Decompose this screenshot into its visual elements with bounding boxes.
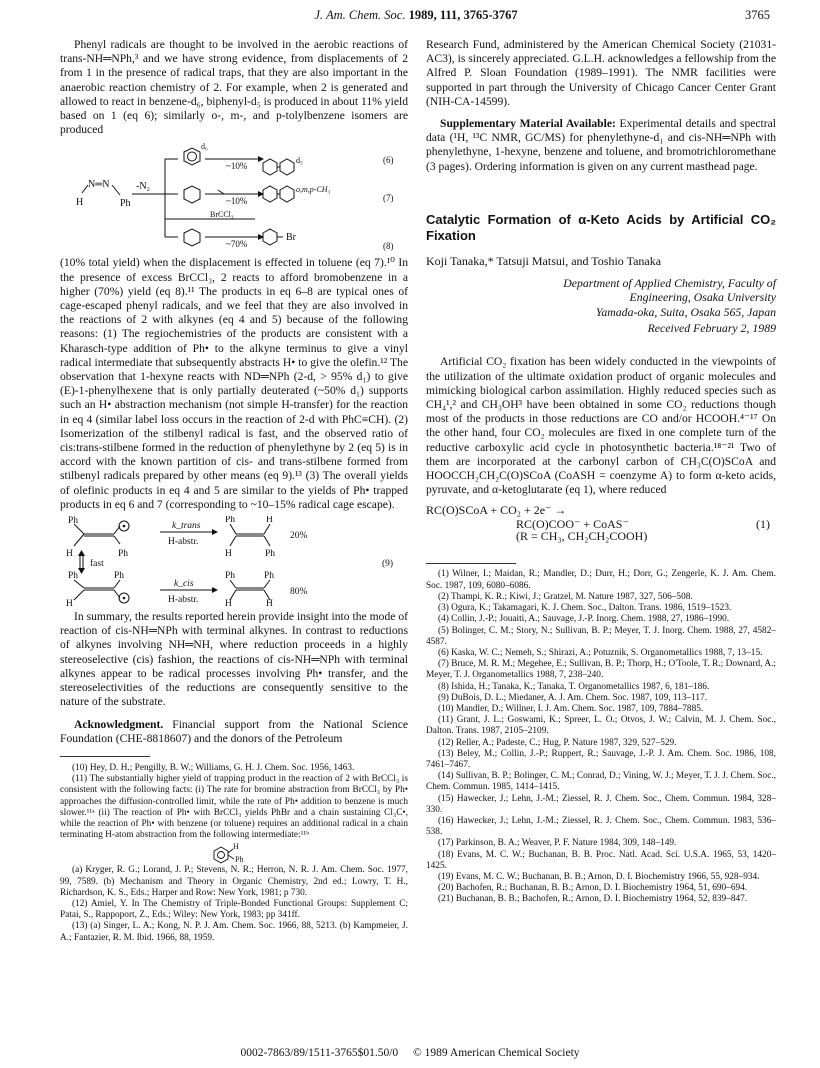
paragraph: Phenyl radicals are thought to be involved in the aerobic reactions of trans-NH═NPh,³ and we have strong evidence, from displacements of 2 from 1 in the presence of radical traps, that they are also important in the anaerobic reaction chemistry of 2. For example, when 2 is generated and allowed to react in benzene-d₆, biphenyl-d₅ is produced in about 11% yield based on 1 (eq 6); similarly o-, m-, and p-tolylbenzene isomers are produced [60, 38, 408, 137]
acknowledgment-text: Financial support from the National Science Foundation (CHE-8818607) and the donors of the Petroleum [60, 717, 408, 745]
scheme-eq6-8 [60, 139, 408, 256]
reference: (12) Reller, A.; Padeste, C.; Hug, P. Nature 1987, 329, 527–529. [438, 737, 677, 748]
acknowledgment [60, 718, 408, 746]
h-label: H [66, 599, 73, 607]
reference: (15) Hawecker, J.; Lehn, J.-M.; Ziessel, R. J. Chem. Soc., Chem. Commun. 1984, 328–330. [426, 793, 776, 815]
equation-line: RC(O)SCoA + CO₂ + 2e⁻ → [426, 503, 567, 518]
reference: (5) Bolinger, C. M.; Story, N.; Sullivan, B. P.; Meyer, T. J. Inorg. Chem. 1988, 27, 4582–4587. [426, 625, 776, 647]
h-label: H [266, 516, 273, 526]
supplementary-material [426, 117, 776, 174]
eq6-number: (6) [383, 155, 394, 166]
page-footer [0, 1047, 820, 1059]
br-label: Br [286, 232, 296, 244]
ph-label: Ph [118, 549, 129, 560]
page-number: 3765 [745, 8, 770, 22]
footnote: (12) Amiel, Y. In The Chemistry of Triple-Bonded Functional Groups: Supplement C; Patai, S., Rappoport, Z., Eds.; Wiley: New York, 1983; pp 341ff. [60, 898, 408, 921]
h-label: H [76, 197, 84, 209]
ph-label: Ph [264, 571, 275, 582]
affiliation-line: Engineering, Osaka University [629, 290, 776, 305]
paragraph: In summary, the results reported herein provide insight into the mode of reaction of cis-NH═NPh with terminal alkynes. In contrast to reductions of alkynes involving NH═NH, where reduction proceeds in a highly stereoselective (cis) fashion, the reactions of cis-NH═NPh with terminal alkynes appear to be radical processes involving Ph• transfer, and the stereoselectivities of the reductions are consequently sensitive to the nature of the substrate. [60, 610, 408, 709]
footnote: (13) (a) Singer, L. A.; Kong, N. P. J. Am. Chem. Soc. 1966, 88, 5213. (b) Kampmeier, J. A.; Fantazier, R. M. Ibid. 1966, 88, 1959. [60, 921, 408, 943]
fast-label: fast [90, 559, 104, 570]
running-head [62, 8, 770, 23]
h-label: H [66, 549, 73, 560]
minus-n2-label: -N₂ [136, 181, 151, 193]
authors: Koji Tanaka,* Tatsuji Matsui, and Toshio Tanaka [426, 253, 662, 268]
eq9-number: (9) [382, 559, 394, 570]
yield-eq6: ~10% [226, 161, 248, 172]
ph-label: Ph [225, 516, 236, 526]
ph-label: Ph [68, 516, 79, 527]
reference: (10) Mandler, D.; Willner, I. J. Am. Chem. Soc. 1987, 109, 7884–7885. [438, 703, 704, 714]
copyright: © 1989 American Chemical Society [413, 1047, 580, 1059]
paragraph: (10% total yield) when the displacement is effected in toluene (eq 7).¹⁰ In the presence of excess BrCCl₃, 2 reacts to afford bromobenzene in a higher (70%) yield (eq 8).¹¹ The products in eq 6–8 are typical ones of cage-escaped phenyl radicals, and we feel that they are also involved in the reactions of 2 with alkynes (eq 4 and 5) because of the following reasons: (1) The regiochemistries of the products are consistent with a Kharasch-type addition of Ph• to the alkyne terminus to give a vinyl radical intermediate that subsequently abstracts H• to give the olefin.¹² The observation that 1-hexyne reacts with ND═NPh (2-d, > 95% d₁) to give (E)-1-phenylhexene that is only partially deuterated (~50% d₁) supports such an H• abstraction mechanism (not simple H-transfer) for the reaction in eq 4 (similar label loss occurs in the reaction of 2-d with PhC≡CH). (2) Isomerization of the stilbenyl radical is fast, and the observed ratio of cis:trans-stilbene formed in the reduction of phenylethyne by 2 (eq 5) is in accord with the known partition of cis- and trans-stilbene formed from stilbenyl radicals prepared by other means (eq 9).¹³ (3) The overall yields of olefinic products in eq 4 and 5 are similar to the yields of Ph• trapped products in eq 6 and 7 (corresponding to ~10–15% radical cage escape). [60, 256, 408, 511]
footnote: (10) Hey, D. H.; Pengilly, B. W.; Williams, G. H. J. Chem. Soc. 1956, 1463. [72, 762, 355, 773]
reference: (14) Sullivan, B. P.; Bolinger, C. M.; Conrad, D.; Vining, W. J.; Meyer, T. J. J. Chem. Soc., Chem. Commun. 1985, 1414–1415. [426, 771, 776, 793]
supplementary-heading: Supplementary Material Available: [440, 117, 616, 131]
equation-line [516, 517, 647, 542]
left-column [60, 38, 408, 944]
h-label: H [225, 599, 232, 607]
footnote: (11) The substantially higher yield of trapping product in the reaction of 2 with BrCCl₃ is consistent with the following facts: (i) The rate for bromine abstraction from BrCCl₃ by Ph• approaches the diffusion-controlled limit, while the rate of Ph• addition to benzene is much slower.¹¹ᵃ (ii) The reaction of Ph• with BrCCl₃ yields PhBr and a chain sustaining Cl₃C•, while the reaction of Ph• with benzene (or toluene) requires an additional radical in a chain terminating H-atom abstraction from the following intermediate:¹¹ᵇ [60, 774, 408, 841]
yield-cis: 80% [290, 587, 308, 598]
d6-label: d₆ [201, 142, 208, 152]
acknowledgment-heading: Acknowledgment. [74, 717, 164, 731]
reference: (17) Parkinson, B. A.; Weaver, P. F. Nature 1984, 309, 148–149. [438, 838, 677, 849]
ktrans-label: k_trans [172, 521, 201, 532]
intermediate-structure [60, 841, 408, 865]
scheme-eq9-drawing [60, 516, 408, 606]
affiliation [426, 276, 776, 319]
reference: (20) Bachofen, R.; Buchanan, B. B.; Arnon, D. I. Biochemistry 1964, 51, 690–694. [438, 883, 748, 894]
h-label: H [225, 549, 232, 560]
h-label: H [233, 842, 239, 852]
reference: (18) Evans, M. C. W.; Buchanan, B. B. Proc. Natl. Acad. Sci. U.S.A. 1965, 53, 1420–1425. [426, 849, 776, 871]
ph-label: Ph [114, 571, 125, 582]
article-code: 0002-7863/89/1511-3765$01.50/0 [240, 1047, 399, 1059]
habstr-label: H-abstr. [168, 537, 199, 548]
supplementary-text: Experimental details and spectral data (¹H, ¹³C NMR, GC/MS) for phenylethyne-d₁ and cis-NH═NPh with phenylethyne, 1-hexyne, benzene and toluene, and bromotrichloromethane (3 pages). Ordering information is given on any current masthead page. [426, 117, 776, 173]
citation: 1989, 111, 3765-3767 [408, 8, 518, 22]
footnote-divider [426, 563, 516, 564]
equation-1 [426, 503, 776, 543]
reactant-label: N═N [88, 179, 110, 191]
affiliation-line: Department of Applied Chemistry, Faculty of [563, 276, 776, 291]
references-right [426, 569, 776, 905]
ph-label: Ph [120, 198, 131, 210]
d5-label: d₅ [296, 156, 303, 166]
reference: (13) Beley, M.; Collin, J.-P.; Ruppert, R.; Sauvage, J.-P. J. Am. Chem. Soc. 1986, 108, 7461–7467. [426, 748, 776, 770]
received-date: Received February 2, 1989 [647, 321, 776, 336]
footnote: (a) Kryger, R. G.; Lorand, J. P.; Stevens, N. R.; Herron, N. R. J. Am. Chem. Soc. 1977, 99, 7589. (b) Mechanism and Theory in Organic Chemistry, 2nd ed.; Lowry, T. H., Richardson, K. S., Eds.; Harper and Row: New York, 1981; p 730. [60, 865, 408, 898]
reference: (1) Wilner, I.; Maidan, R.; Mandler, D.; Durr, H.; Dorr, G.; Zengerle, K. J. Am. Chem. Soc. 1987, 109, 6080–6086. [426, 569, 776, 591]
page-header [62, 8, 770, 28]
yield-eq7: ~10% [226, 196, 248, 207]
equation-condition: (R = CH₃, CH₂CH₂COOH) [516, 528, 648, 543]
affiliation-line: Yamada-oka, Suita, Osaka 565, Japan [595, 304, 776, 319]
footnotes-left [60, 763, 408, 944]
kcis-label: k_cis [174, 579, 194, 590]
right-column [426, 38, 776, 906]
yield-eq8: ~70% [226, 239, 248, 250]
eq8-number: (8) [383, 241, 394, 252]
reference: (8) Ishida, H.; Tanaka, K.; Tanaka, T. Organometallics 1987, 6, 181–186. [438, 681, 710, 692]
reference: (4) Collin, J.-P.; Jouaiti, A.; Sauvage, J.-P. Inorg. Chem. 1988, 27, 1986–1990. [438, 614, 730, 625]
reference: (2) Thampi, K. R.; Kiwi, J.; Gratzel, M. Nature 1987, 327, 506–508. [438, 591, 693, 602]
ch3-label: o,m,p-CH₃ [296, 185, 331, 195]
h-label: H [266, 599, 273, 607]
scheme-eq6-8-drawing [60, 139, 408, 256]
eq7-number: (7) [383, 193, 394, 204]
equation-product: RC(O)COO⁻ + CoAS⁻ [516, 517, 629, 532]
intermediate-drawing [200, 841, 280, 865]
reference: (16) Hawecker, J.; Lehn, J.-M.; Ziessel, R. J. Chem. Soc., Chem. Commun. 1983, 536–538. [426, 815, 776, 838]
reference: (6) Kaska, W. C.; Nemeh, S.; Shirazi, A.; Potuznik, S. Organometallics 1988, 7, 13–15. [438, 647, 763, 658]
ph-label: Ph [68, 571, 79, 582]
reference: (21) Buchanan, B. B.; Bachofen, R.; Arnon, D. I. Biochemistry 1964, 52, 839–847. [438, 894, 748, 905]
reference: (9) DuBois, D. L.; Miedaner, A. J. Am. Chem. Soc. 1987, 109, 113–117. [438, 692, 708, 703]
reference: (19) Evans, M. C. W.; Buchanan, B. B.; Arnon, D. I. Biochemistry 1966, 55, 928–934. [438, 871, 760, 882]
article-title: Catalytic Formation of α-Keto Acids by Artificial CO₂ Fixation [426, 211, 776, 243]
reference: (7) Bruce, M. R. M.; Megehee, E.; Sullivan, B. P.; Thorp, H.; O'Toole, T. R.; Downard, A.; Meyer, T. J. Organometallics 1988, 7, 238–240. [426, 659, 776, 681]
habstr-label: H-abstr. [168, 595, 199, 606]
paragraph: Artificial CO₂ fixation has been widely conducted in the viewpoints of the utilization of the ultimate oxidation product of organic molecules and mimicking biological carbon assimilation. Highly reduced species such as CH₄¹,² and CH₃OH³ have been obtained in some CO₂ reductions though most of the products in those reductions are CO and/or HCOOH.⁴⁻¹⁷ On the other hand, four CO₂ molecules are fixed in one complete turn of the reductive carboxylic acid cycle in photosynthetic bacteria.¹⁸⁻²¹ Two of them are incorporated at the carbonyl carbon of CH₃C(O)SCoA and HOOCCH₂CH₂C(O)SCoA (CoASH = coenzyme A) to form α-keto acids, pyruvate, and α-ketoglutarate (eq 1), where reduced [426, 355, 776, 497]
yield-trans: 20% [290, 531, 308, 542]
footnote-divider [60, 756, 150, 757]
equation-number: (1) [756, 517, 770, 532]
journal-name: J. Am. Chem. Soc. [314, 8, 406, 22]
brccl3-label: BrCCl₃ [210, 210, 234, 220]
ph-label: Ph [265, 549, 276, 560]
reference: (3) Ogura, K.; Takamagari, K. J. Chem. Soc., Dalton. Trans. 1986, 1519–1523. [438, 603, 732, 614]
scheme-eq9 [60, 516, 408, 606]
paragraph: Research Fund, administered by the American Chemical Society (21031-AC3), is sincerely appreciated. G.L.H. acknowledges a fellowship from the Alfred P. Sloan Foundation (1989–1991). The NMR facilities were supported in part through the University of Chicago Cancer Center Grant (NIH-CA-14599). [426, 38, 776, 108]
ph-label: Ph [235, 855, 244, 865]
reference: (11) Grant, J. L.; Goswami, K.; Spreer, L. O.; Otvos, J. W.; Calvin, M. J. Chem. Soc., Dalton. Trans. 1987, 2105–2109. [426, 715, 776, 737]
ph-label: Ph [225, 571, 236, 582]
